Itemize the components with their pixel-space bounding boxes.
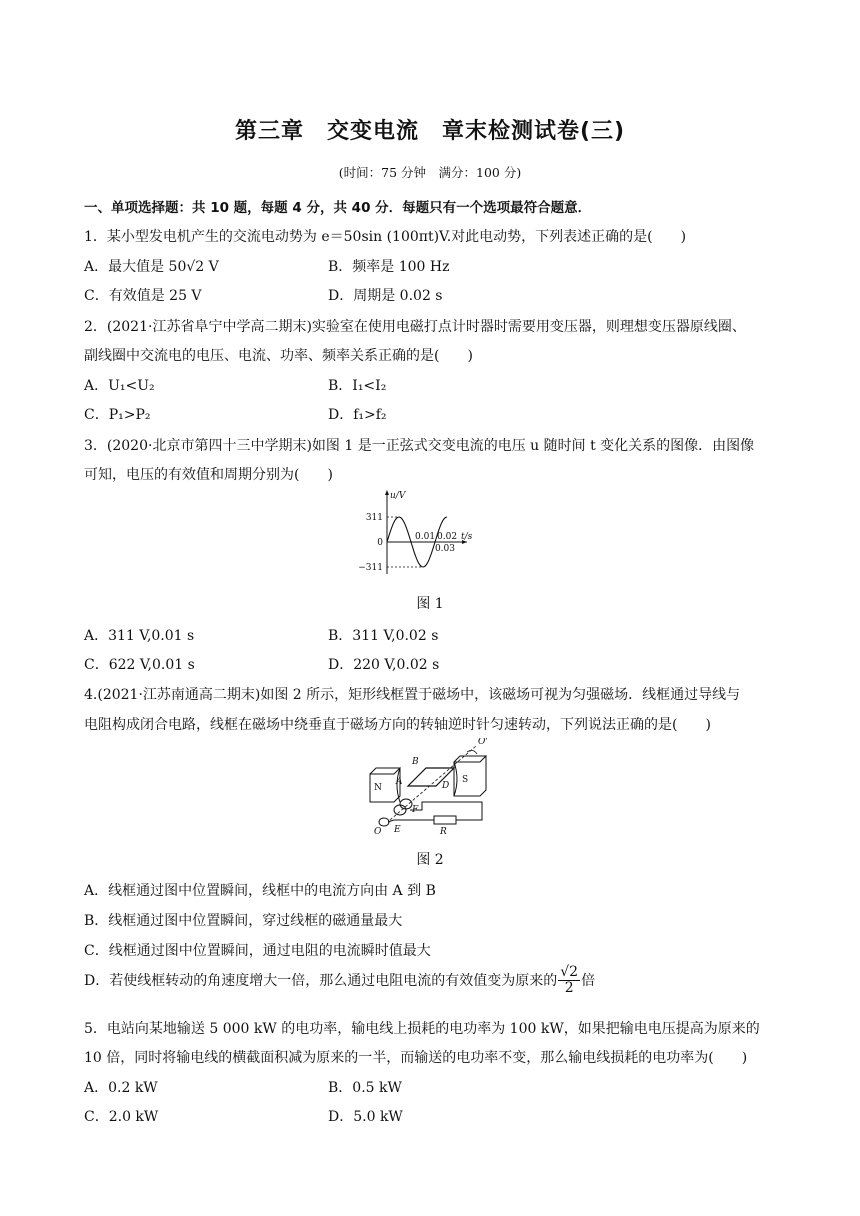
magnet-s xyxy=(454,756,486,796)
diagram-label-A: A xyxy=(396,777,403,787)
figure-1-caption: 图 1 xyxy=(416,596,444,612)
q1-option-a: A．最大值是 50√2 V xyxy=(84,259,219,275)
diagram-label-B: B xyxy=(412,757,419,767)
generator-diagram xyxy=(364,738,494,838)
q1-stem: 1．某小型发电机产生的交流电动势为 e＝50sin (100πt)V.对此电动势，下列表述正确的是( ) xyxy=(84,229,687,245)
exam-info: (时间：75 分钟 满分：100 分) xyxy=(338,165,522,180)
q2-option-a: A．U₁<U₂ xyxy=(84,378,155,394)
diagram-label-O: O xyxy=(374,827,382,837)
q4-option-d xyxy=(84,965,595,997)
q2-stem-line1: 2．(2021·江苏省阜宁中学高二期末)实验室在使用电磁打点计时器时需要用变压器，则理想变压器原线圈、 xyxy=(84,319,746,335)
q1-option-c: C．有效值是 25 V xyxy=(84,288,202,304)
chart-layer xyxy=(358,490,472,574)
q4-option-d-text: D．若使线框转动的角速度增大一倍，那么通过电阻电流的有效值变为原来的 xyxy=(84,972,558,989)
fraction-denominator: 2 xyxy=(564,980,574,997)
q2-option-c: C．P₁>P₂ xyxy=(84,407,151,423)
figure-2-caption: 图 2 xyxy=(416,852,444,868)
diagram-label-D: D xyxy=(442,781,450,791)
y-tick-label: 311 xyxy=(365,513,383,523)
x-tick-label: 0.03 xyxy=(434,544,455,554)
q5-option-b: B．0.5 kW xyxy=(328,1080,402,1096)
q5-option-d: D．5.0 kW xyxy=(328,1109,403,1125)
slip-ring-2 xyxy=(400,799,412,809)
fraction-numerator: √2 xyxy=(560,964,579,980)
x-tick-label: 0.01 xyxy=(415,532,436,542)
diagram-label-N: N xyxy=(374,783,382,793)
q3-option-b: B．311 V,0.02 s xyxy=(328,628,439,644)
q3-option-c: C．622 V,0.01 s xyxy=(84,657,195,673)
y-tick-label: −311 xyxy=(358,563,383,573)
x-axis-label: t/s xyxy=(461,532,473,542)
q5-option-c: C．2.0 kW xyxy=(84,1109,159,1125)
q4-option-d-suffix: 倍 xyxy=(581,972,596,989)
q4-option-a: A．线框通过图中位置瞬间，线框中的电流方向由 A 到 B xyxy=(84,883,436,899)
diagram-label-E: E xyxy=(394,825,401,835)
slip-ring-1 xyxy=(394,805,406,815)
q3-stem-line2: 可知，电压的有效值和周期分别为( ) xyxy=(84,467,333,483)
q3-option-a: A．311 V,0.01 s xyxy=(84,628,195,644)
resistor xyxy=(434,816,456,824)
q2-stem-line2: 副线圈中交流电的电压、电流、功率、频率关系正确的是( ) xyxy=(84,348,473,364)
diagram-label-O-prime: O' xyxy=(478,738,488,747)
y-axis-label: u/V xyxy=(390,491,406,501)
q3-stem-line1: 3．(2020·北京市第四十三中学期末)如图 1 是一正弦式交变电流的电压 u 随时间 t 变化关系的图像．由图像 xyxy=(84,438,755,454)
fraction xyxy=(558,965,580,997)
y-tick-label: 0 xyxy=(377,538,383,548)
q4-stem-line1: 4.(2021·江苏南通高二期末)如图 2 所示，矩形线框置于磁场中，该磁场可视为匀强磁场．线框通过导线与 xyxy=(84,687,741,703)
q4-option-c: C．线框通过图中位置瞬间，通过电阻的电流瞬时值最大 xyxy=(84,943,431,959)
diagram-label-R: R xyxy=(440,827,447,837)
diagram-label-F: F xyxy=(412,805,419,815)
q3-option-d: D．220 V,0.02 s xyxy=(328,657,440,673)
q5-option-a: A．0.2 kW xyxy=(84,1080,158,1096)
page-title: 第三章 交变电流 章末检测试卷(三) xyxy=(234,119,626,144)
q2-option-d: D．f₁>f₂ xyxy=(328,407,387,423)
q4-option-b: B．线框通过图中位置瞬间，穿过线框的磁通量最大 xyxy=(84,913,403,929)
q4-stem-line2: 电阻构成闭合电路，线框在磁场中绕垂直于磁场方向的转轴逆时针匀速转动，下列说法正确的是( ) xyxy=(84,717,711,733)
y-axis-arrow xyxy=(385,490,389,495)
brush xyxy=(379,818,389,826)
voltage-time-graph xyxy=(335,486,515,580)
q2-option-b: B．I₁<I₂ xyxy=(328,378,387,394)
q5-stem-line2: 10 倍，同时将输电线的横截面积减为原来的一半，而输送的电功率不变，那么输电线损耗的电功率为( ) xyxy=(84,1050,748,1066)
x-tick-label: 0.02 xyxy=(437,532,458,542)
q1-option-d: D．周期是 0.02 s xyxy=(328,288,443,304)
diagram-label-S: S xyxy=(462,775,469,785)
q5-stem-line1: 5．电站向某地输送 5 000 kW 的电功率，输电线上损耗的电功率为 100 kW，如果把输电电压提高为原来的 xyxy=(84,1021,760,1037)
section-heading: 一、单项选择题：共 10 题，每题 4 分，共 40 分．每题只有一个选项最符合题意． xyxy=(84,200,592,216)
q1-option-b: B．频率是 100 Hz xyxy=(328,259,450,275)
